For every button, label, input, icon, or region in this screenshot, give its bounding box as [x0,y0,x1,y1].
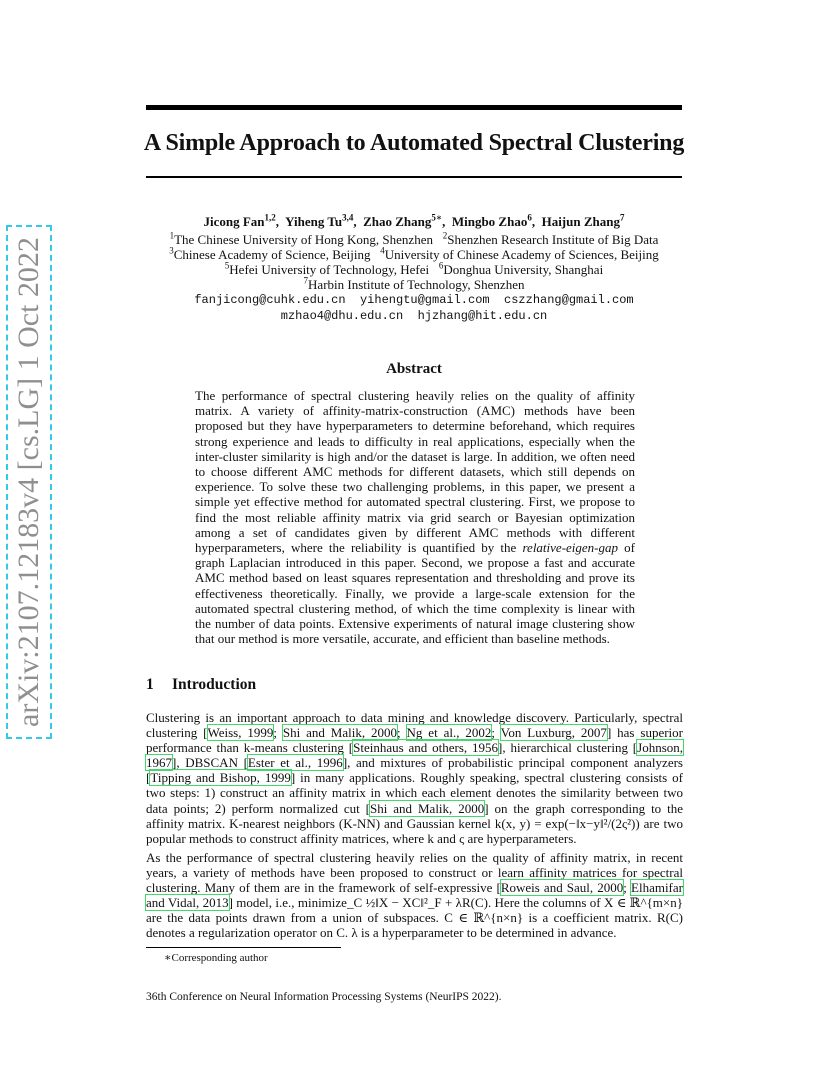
author-list: Jicong Fan$^{1,2}$, Yiheng Tu$^{3,4}$, Zhao Zhang$^{5∗}$, Mingbo Zhao$^6$, Haijun Zhang$^7$ [203,212,625,229]
citation-link[interactable]: Tipping and Bishop, 1999 [150,770,291,786]
email-address: mzhao4@dhu.edu.cn [280,309,404,323]
section-heading [146,676,256,694]
email-address: yihengtu@gmail.com [359,293,490,307]
email-line [0,309,828,325]
author-name: Zhao Zhang [363,214,432,229]
abstract-body: The performance of spectral clustering heavily relies on the quality of affinity matrix. A variety of affinity-matrix-construction (AMC) methods have been proposed but they have hyperparameters to determine beforehand, which requires strong experience and leads to difficulty in real applications, especially when the inter-cluster similarity is high and/or the dataset is large. In addition, we often need to choose different AMC methods for different datasets, which still depends on experience. To solve these two challenging problems, in this paper, we present a simple yet effective method for automated spectral clustering. First, we propose to find the most reliable affinity matrix via grid search or Bayesian optimization among a set of candidates given by different AMC methods with different hyperparameters, where the reliability is quantified by the relative-eigen-gap of graph Laplacian introduced in this paper. Second, we propose a fast and accurate AMC method based on least squares representation and thresholding and prove its effectiveness theoretically. Finally, we provide a large-scale extension for the automated spectral clustering method, of which the time complexity is linear with the number of data points. Extensive experiments of natural image clustering show that our method is more versatile, accurate, and efficient than baseline methods. [195,388,635,647]
footnote: ∗Corresponding author [164,952,268,964]
footnote-rule [146,947,341,948]
author-name: Haijun Zhang [541,214,620,229]
citation-link[interactable]: Von Luxburg, 2007 [500,725,607,741]
conference-note: 36th Conference on Neural Information Processing Systems (NeurIPS 2022). [146,991,502,1003]
affiliation-line: $^1$The Chinese University of Hong Kong, Shenzhen $^2$Shenzhen Research Institute of Big Data [169,230,659,247]
citation-link[interactable]: Ester et al., 1996 [247,755,343,771]
citation-link[interactable]: Shi and Malik, 2000 [370,800,485,816]
abstract-heading: Abstract [386,361,442,377]
email-line [0,293,828,309]
author-name: Mingbo Zhao [451,214,528,229]
citation-link[interactable]: Shi and Malik, 2000 [282,725,397,741]
citation-link[interactable]: Steinhaus and others, 1956 [353,740,499,756]
emphasized-term: relative-eigen-gap [522,540,619,556]
email-address: hjzhang@hit.edu.cn [417,309,548,323]
paper-title: A Simple Approach to Automated Spectral Clustering [143,130,685,156]
affiliation-line: $^5$Hefei University of Technology, Hefei $^6$Donghua University, Shanghai [224,260,604,277]
author-name: Yiheng Tu [285,214,343,229]
email-address: cszzhang@gmail.com [504,293,634,307]
arxiv-identifier[interactable]: arXiv:2107.12183v4 [cs.LG] 1 Oct 2022 [10,229,48,735]
citation-link[interactable]: Roweis and Saul, 2000 [500,880,624,896]
section-title: Introduction [172,676,257,693]
author-name: Jicong Fan [203,214,265,229]
section-number: 1 [146,676,154,693]
title-top-rule [146,105,682,110]
intro-paragraph: As the performance of spectral clustering heavily relies on the quality of affinity matrix, in recent years, a variety of methods have been proposed to construct or learn affinity matrices for spectral clustering. Many of them are in the framework of self-expressive [Roweis and Saul, 2000; Elhamifar and Vidal, 2013] model, i.e., minimize_C ½‖X − XC‖²_F + λR(C). Here the columns of X ∈ ℝ^{m×n} are the data points drawn from a union of subspaces. C ∈ ℝ^{n×n} is a coefficient matrix. R(C) denotes a regularization operator on C. λ is a hyperparameter to be determined in advance. [146,850,683,941]
citation-link[interactable]: Ng et al., 2002 [406,725,492,741]
citation-link[interactable]: Weiss, 1999 [207,725,274,741]
affiliation-line: $^3$Chinese Academy of Science, Beijing $^4$University of Chinese Academy of Sciences, Beijing [169,245,659,262]
title-bottom-rule [146,176,682,178]
affiliation-line: $^7$Harbin Institute of Technology, Shenzhen [303,275,525,292]
citation-link[interactable]: Johnson, 1967 [146,740,684,771]
citation-link[interactable]: Elhamifar and Vidal, 2013 [146,880,683,911]
email-address: fanjicong@cuhk.edu.cn [194,293,346,307]
intro-paragraph: Clustering is an important approach to data mining and knowledge discovery. Particularly, spectral clustering [Weiss, 1999; Shi and Malik, 2000; Ng et al., 2002; Von Luxburg, 2007] has superior performance than k-means clustering [Steinhaus and others, 1956], hierarchical clustering [Johnson, 1967], DBSCAN [Ester et al., 1996], and mixtures of probabilistic principal component analyzers [Tipping and Bishop, 1999] in many applications. Roughly speaking, spectral clustering consists of two steps: 1) construct an affinity matrix in which each element denotes the similarity between two data points; 2) perform normalized cut [Shi and Malik, 2000] on the graph corresponding to the affinity matrix. K-nearest neighbors (K-NN) and Gaussian kernel k(x, y) = exp(−‖x−y‖²/(2ς²)) are two popular methods to construct affinity matrices, where k and ς are hyperparameters. [146,710,684,846]
